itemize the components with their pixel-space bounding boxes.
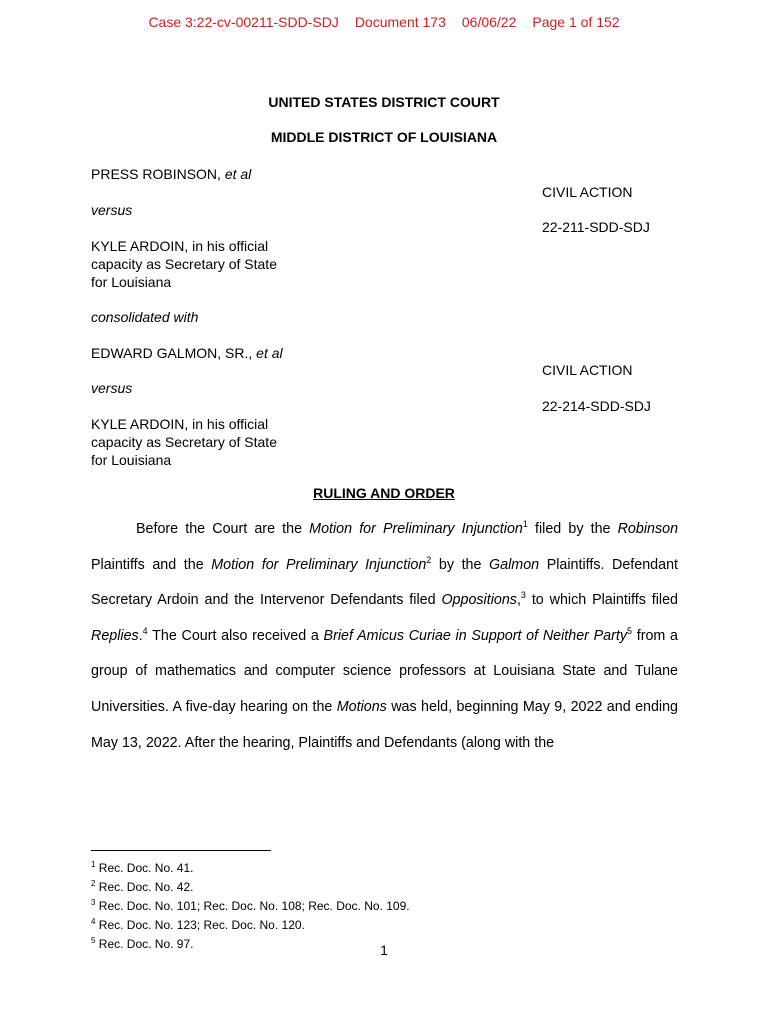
case1-plaintiff: PRESS ROBINSON, et al [91, 166, 252, 182]
footnote-ref[interactable]: 4 [142, 626, 148, 637]
footnote-divider [91, 850, 271, 851]
case1-action-label: CIVIL ACTION [542, 184, 633, 200]
footnote-ref[interactable]: 2 [426, 554, 432, 565]
footnote-ref[interactable]: 1 [522, 519, 528, 530]
footnote: $^5$ Rec. Doc. No. 97. [91, 936, 194, 951]
footnote-ref[interactable]: 3 [520, 590, 526, 601]
page-count: Page 1 of 152 [532, 14, 620, 30]
body-paragraph: Before the Court are the Motion for Preliminary Injunction$^1$ filed by the Robinson Plaintiffs and the Motion for Preliminary Injunction$^2$ by the Galmon Plaintiffs. Defendant Secretary Ardoin and the Intervenor Defendants filed Oppositions,$^3$ to which Plaintiffs filed Replies.$^4$ The Court also received a Brief Amicus Curiae in Support of Neither Party$^5$ from a group of mathematics and computer science professors at Louisiana State and Tulane Universities. A five-day hearing on the Motions was held, beginning May 9, 2022 and ending May 13, 2022. After the hearing, Plaintiffs and Defendants (along with the [91, 519, 679, 751]
case1-action-number: 22-211-SDD-SDJ [542, 219, 650, 235]
court-name: UNITED STATES DISTRICT COURT [268, 94, 500, 110]
document-number: Document 173 [354, 14, 446, 30]
case-number: Case 3:22-cv-00211-SDD-SDJ [148, 14, 339, 30]
court-district: MIDDLE DISTRICT OF LOUISIANA [270, 129, 498, 145]
case1-versus: versus [91, 202, 133, 218]
case2-action-label: CIVIL ACTION [542, 362, 633, 378]
document-title: RULING AND ORDER [313, 485, 455, 501]
page-number: 1 [380, 942, 388, 958]
case2-action-number: 22-214-SDD-SDJ [542, 398, 651, 414]
case1-defendant: KYLE ARDOIN, in his official capacity as Secretary of State for Louisiana [91, 238, 277, 290]
footnotes [91, 857, 681, 952]
footnote: $^2$ Rec. Doc. No. 42. [91, 879, 194, 894]
footnote: $^1$ Rec. Doc. No. 41. [91, 860, 194, 875]
case2-plaintiff: EDWARD GALMON, SR., et al [91, 345, 283, 361]
filing-date: 06/06/22 [461, 14, 517, 30]
consolidated-with: consolidated with [91, 309, 199, 325]
footnote-ref[interactable]: 5 [627, 626, 633, 637]
footnote: $^4$ Rec. Doc. No. 123; Rec. Doc. No. 120. [91, 917, 305, 932]
filing-header [0, 14, 768, 30]
case2-defendant: KYLE ARDOIN, in his official capacity as Secretary of State for Louisiana [91, 416, 277, 468]
footnote: $^3$ Rec. Doc. No. 101; Rec. Doc. No. 108; Rec. Doc. No. 109. [91, 898, 410, 913]
case2-versus: versus [91, 380, 133, 396]
